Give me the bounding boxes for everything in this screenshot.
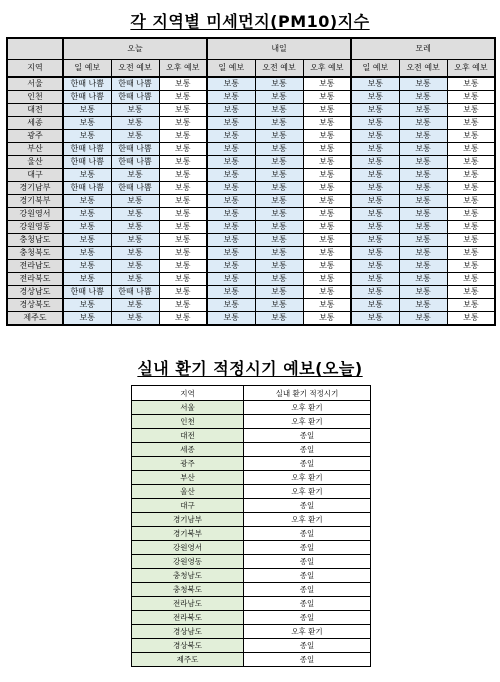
forecast-cell-tomorrow-daily: 보통 <box>207 273 255 286</box>
forecast-cell-today-am: 한때 나쁨 <box>111 286 159 299</box>
forecast-cell-dayafter-am: 보통 <box>399 208 447 221</box>
forecast-cell-tomorrow-am: 보통 <box>255 312 303 326</box>
forecast-cell-dayafter-daily: 보통 <box>351 130 399 143</box>
ventilation-table-body <box>132 401 371 667</box>
forecast-cell-today-daily: 보통 <box>63 195 111 208</box>
table-row <box>7 234 495 247</box>
pm10-table-title: 각 지역별 미세먼지(PM10)지수 <box>130 12 370 31</box>
forecast-cell-dayafter-daily: 보통 <box>351 247 399 260</box>
forecast-cell-tomorrow-daily: 보통 <box>207 260 255 273</box>
forecast-cell-today-am: 보통 <box>111 234 159 247</box>
forecast-cell-dayafter-daily: 보통 <box>351 299 399 312</box>
forecast-cell-tomorrow-pm: 보통 <box>303 91 351 104</box>
region-cell: 제주도 <box>7 312 63 326</box>
ventilation-time-cell: 오후 환기 <box>244 415 371 429</box>
forecast-cell-today-am: 한때 나쁨 <box>111 182 159 195</box>
forecast-cell-dayafter-pm: 보통 <box>447 169 495 182</box>
forecast-cell-today-am: 보통 <box>111 273 159 286</box>
ventilation-time-header: 실내 환기 적정시기 <box>244 386 371 401</box>
forecast-cell-dayafter-am: 보통 <box>399 143 447 156</box>
ventilation-time-cell: 오후 환기 <box>244 485 371 499</box>
list-item <box>132 513 371 527</box>
region-cell: 충청남도 <box>7 234 63 247</box>
forecast-cell-today-pm: 보통 <box>159 247 207 260</box>
forecast-cell-dayafter-pm: 보통 <box>447 156 495 169</box>
ventilation-region-cell: 전라북도 <box>132 611 244 625</box>
forecast-cell-today-daily: 보통 <box>63 312 111 326</box>
forecast-cell-today-pm: 보통 <box>159 286 207 299</box>
forecast-cell-today-am: 보통 <box>111 104 159 117</box>
forecast-cell-dayafter-daily: 보통 <box>351 156 399 169</box>
forecast-cell-dayafter-am: 보통 <box>399 260 447 273</box>
ventilation-time-cell: 종일 <box>244 583 371 597</box>
ventilation-time-cell: 종일 <box>244 457 371 471</box>
forecast-cell-tomorrow-pm: 보통 <box>303 312 351 326</box>
forecast-cell-today-daily: 한때 나쁨 <box>63 156 111 169</box>
forecast-cell-today-pm: 보통 <box>159 156 207 169</box>
list-item <box>132 597 371 611</box>
table-row <box>7 195 495 208</box>
forecast-cell-today-pm: 보통 <box>159 312 207 326</box>
forecast-cell-tomorrow-am: 보통 <box>255 221 303 234</box>
region-cell: 광주 <box>7 130 63 143</box>
ventilation-region-cell: 강원영동 <box>132 555 244 569</box>
list-item <box>132 415 371 429</box>
forecast-cell-tomorrow-pm: 보통 <box>303 195 351 208</box>
forecast-cell-tomorrow-daily: 보통 <box>207 156 255 169</box>
forecast-cell-tomorrow-pm: 보통 <box>303 299 351 312</box>
forecast-cell-tomorrow-am: 보통 <box>255 104 303 117</box>
table-row <box>7 286 495 299</box>
table-row <box>7 299 495 312</box>
table-row <box>7 312 495 326</box>
forecast-cell-dayafter-pm: 보통 <box>447 182 495 195</box>
forecast-cell-today-daily: 한때 나쁨 <box>63 91 111 104</box>
region-cell: 인천 <box>7 91 63 104</box>
forecast-cell-tomorrow-am: 보통 <box>255 117 303 130</box>
forecast-cell-today-pm: 보통 <box>159 91 207 104</box>
list-item <box>132 639 371 653</box>
forecast-cell-tomorrow-am: 보통 <box>255 260 303 273</box>
list-item <box>132 555 371 569</box>
forecast-cell-today-am: 한때 나쁨 <box>111 91 159 104</box>
forecast-cell-tomorrow-daily: 보통 <box>207 117 255 130</box>
forecast-cell-dayafter-pm: 보통 <box>447 221 495 234</box>
forecast-cell-today-am: 보통 <box>111 299 159 312</box>
table-row <box>7 77 495 91</box>
forecast-cell-today-pm: 보통 <box>159 130 207 143</box>
forecast-cell-tomorrow-daily: 보통 <box>207 299 255 312</box>
forecast-cell-today-pm: 보통 <box>159 143 207 156</box>
ventilation-region-cell: 전라남도 <box>132 597 244 611</box>
ventilation-time-cell: 종일 <box>244 527 371 541</box>
table-row <box>7 247 495 260</box>
forecast-cell-tomorrow-am: 보통 <box>255 143 303 156</box>
forecast-cell-tomorrow-am: 보통 <box>255 299 303 312</box>
table-row <box>7 169 495 182</box>
list-item <box>132 653 371 667</box>
forecast-cell-dayafter-am: 보통 <box>399 104 447 117</box>
pm10-table-body <box>7 77 495 325</box>
region-cell: 경기남부 <box>7 182 63 195</box>
forecast-cell-today-pm: 보통 <box>159 221 207 234</box>
day-group-tomorrow: 내일 <box>207 38 351 60</box>
table-row <box>7 91 495 104</box>
forecast-cell-today-daily: 보통 <box>63 104 111 117</box>
table-row <box>7 221 495 234</box>
forecast-cell-tomorrow-daily: 보통 <box>207 91 255 104</box>
sub-header-pm: 오후 예보 <box>159 60 207 78</box>
region-cell: 대전 <box>7 104 63 117</box>
forecast-cell-today-daily: 한때 나쁨 <box>63 143 111 156</box>
region-cell: 부산 <box>7 143 63 156</box>
ventilation-region-header: 지역 <box>132 386 244 401</box>
forecast-cell-dayafter-daily: 보통 <box>351 143 399 156</box>
ventilation-header-row <box>132 386 371 401</box>
forecast-cell-tomorrow-daily: 보통 <box>207 208 255 221</box>
forecast-cell-tomorrow-pm: 보통 <box>303 260 351 273</box>
ventilation-time-cell: 오후 환기 <box>244 471 371 485</box>
forecast-cell-today-daily: 한때 나쁨 <box>63 182 111 195</box>
list-item <box>132 429 371 443</box>
ventilation-time-cell: 오후 환기 <box>244 625 371 639</box>
forecast-cell-dayafter-daily: 보통 <box>351 91 399 104</box>
region-cell: 서울 <box>7 77 63 91</box>
forecast-cell-tomorrow-am: 보통 <box>255 234 303 247</box>
region-cell: 전라남도 <box>7 260 63 273</box>
forecast-cell-dayafter-daily: 보통 <box>351 312 399 326</box>
ventilation-region-cell: 세종 <box>132 443 244 457</box>
forecast-cell-today-am: 보통 <box>111 208 159 221</box>
sub-header-am: 오전 예보 <box>111 60 159 78</box>
ventilation-region-cell: 경상북도 <box>132 639 244 653</box>
sub-header-pm: 오후 예보 <box>303 60 351 78</box>
forecast-cell-dayafter-am: 보통 <box>399 77 447 91</box>
forecast-cell-today-daily: 보통 <box>63 221 111 234</box>
forecast-cell-dayafter-am: 보통 <box>399 195 447 208</box>
day-group-day-after: 모레 <box>351 38 495 60</box>
forecast-cell-dayafter-pm: 보통 <box>447 104 495 117</box>
forecast-cell-dayafter-am: 보통 <box>399 247 447 260</box>
table-row <box>7 104 495 117</box>
region-cell: 세종 <box>7 117 63 130</box>
table-row <box>7 208 495 221</box>
forecast-cell-tomorrow-pm: 보통 <box>303 117 351 130</box>
forecast-cell-dayafter-daily: 보통 <box>351 260 399 273</box>
list-item <box>132 541 371 555</box>
ventilation-time-cell: 종일 <box>244 569 371 583</box>
forecast-cell-tomorrow-pm: 보통 <box>303 234 351 247</box>
forecast-cell-today-pm: 보통 <box>159 195 207 208</box>
region-cell: 전라북도 <box>7 273 63 286</box>
forecast-cell-tomorrow-daily: 보통 <box>207 182 255 195</box>
ventilation-table-title: 실내 환기 적정시기 예보(오늘) <box>137 359 363 378</box>
forecast-cell-dayafter-pm: 보통 <box>447 195 495 208</box>
forecast-cell-tomorrow-daily: 보통 <box>207 169 255 182</box>
forecast-cell-dayafter-pm: 보통 <box>447 286 495 299</box>
forecast-cell-today-daily: 보통 <box>63 260 111 273</box>
forecast-cell-dayafter-daily: 보통 <box>351 221 399 234</box>
list-item <box>132 611 371 625</box>
forecast-cell-dayafter-daily: 보통 <box>351 208 399 221</box>
ventilation-time-cell: 종일 <box>244 597 371 611</box>
forecast-cell-today-daily: 보통 <box>63 247 111 260</box>
forecast-cell-dayafter-daily: 보통 <box>351 286 399 299</box>
forecast-cell-dayafter-am: 보통 <box>399 221 447 234</box>
forecast-cell-today-daily: 보통 <box>63 169 111 182</box>
forecast-cell-dayafter-pm: 보통 <box>447 117 495 130</box>
ventilation-time-cell: 종일 <box>244 499 371 513</box>
region-cell: 강원영서 <box>7 208 63 221</box>
sub-header-daily: 일 예보 <box>351 60 399 78</box>
forecast-cell-tomorrow-daily: 보통 <box>207 286 255 299</box>
forecast-cell-today-pm: 보통 <box>159 182 207 195</box>
header-blank <box>7 38 63 60</box>
list-item <box>132 499 371 513</box>
ventilation-time-cell: 종일 <box>244 611 371 625</box>
ventilation-region-cell: 인천 <box>132 415 244 429</box>
forecast-cell-dayafter-am: 보통 <box>399 130 447 143</box>
list-item <box>132 583 371 597</box>
sub-header-am: 오전 예보 <box>255 60 303 78</box>
forecast-cell-today-am: 보통 <box>111 260 159 273</box>
sub-header-am: 오전 예보 <box>399 60 447 78</box>
forecast-cell-dayafter-daily: 보통 <box>351 195 399 208</box>
forecast-cell-dayafter-am: 보통 <box>399 117 447 130</box>
region-cell: 경기북부 <box>7 195 63 208</box>
forecast-cell-tomorrow-am: 보통 <box>255 208 303 221</box>
forecast-cell-dayafter-pm: 보통 <box>447 143 495 156</box>
table-row <box>7 143 495 156</box>
sub-header-row <box>7 60 495 78</box>
table-row <box>7 117 495 130</box>
forecast-cell-tomorrow-daily: 보통 <box>207 247 255 260</box>
ventilation-region-cell: 충청북도 <box>132 583 244 597</box>
forecast-cell-dayafter-daily: 보통 <box>351 273 399 286</box>
list-item <box>132 569 371 583</box>
ventilation-region-cell: 부산 <box>132 471 244 485</box>
forecast-cell-tomorrow-am: 보통 <box>255 247 303 260</box>
forecast-cell-today-daily: 보통 <box>63 234 111 247</box>
forecast-cell-today-pm: 보통 <box>159 77 207 91</box>
forecast-cell-tomorrow-am: 보통 <box>255 273 303 286</box>
ventilation-region-cell: 제주도 <box>132 653 244 667</box>
ventilation-region-cell: 대전 <box>132 429 244 443</box>
list-item <box>132 401 371 415</box>
forecast-cell-today-am: 한때 나쁨 <box>111 143 159 156</box>
list-item <box>132 527 371 541</box>
forecast-cell-dayafter-pm: 보통 <box>447 77 495 91</box>
list-item <box>132 471 371 485</box>
forecast-cell-dayafter-am: 보통 <box>399 312 447 326</box>
forecast-cell-tomorrow-pm: 보통 <box>303 273 351 286</box>
ventilation-region-cell: 울산 <box>132 485 244 499</box>
ventilation-time-cell: 종일 <box>244 653 371 667</box>
forecast-cell-tomorrow-am: 보통 <box>255 182 303 195</box>
ventilation-time-cell: 종일 <box>244 541 371 555</box>
forecast-cell-tomorrow-pm: 보통 <box>303 156 351 169</box>
forecast-cell-dayafter-am: 보통 <box>399 234 447 247</box>
forecast-cell-today-am: 보통 <box>111 117 159 130</box>
sub-header-pm: 오후 예보 <box>447 60 495 78</box>
forecast-cell-dayafter-pm: 보통 <box>447 234 495 247</box>
forecast-cell-today-pm: 보통 <box>159 234 207 247</box>
forecast-cell-dayafter-daily: 보통 <box>351 169 399 182</box>
forecast-cell-dayafter-pm: 보통 <box>447 312 495 326</box>
region-cell: 경상남도 <box>7 286 63 299</box>
region-cell: 경상북도 <box>7 299 63 312</box>
forecast-cell-tomorrow-am: 보통 <box>255 195 303 208</box>
forecast-cell-today-pm: 보통 <box>159 260 207 273</box>
sub-header-daily: 일 예보 <box>63 60 111 78</box>
forecast-cell-dayafter-pm: 보통 <box>447 273 495 286</box>
ventilation-region-cell: 광주 <box>132 457 244 471</box>
forecast-cell-dayafter-pm: 보통 <box>447 260 495 273</box>
forecast-cell-dayafter-pm: 보통 <box>447 299 495 312</box>
forecast-cell-today-pm: 보통 <box>159 299 207 312</box>
forecast-cell-dayafter-pm: 보통 <box>447 130 495 143</box>
forecast-cell-dayafter-am: 보통 <box>399 91 447 104</box>
sub-header-daily: 일 예보 <box>207 60 255 78</box>
forecast-cell-tomorrow-pm: 보통 <box>303 247 351 260</box>
forecast-cell-dayafter-am: 보통 <box>399 286 447 299</box>
table-row <box>7 182 495 195</box>
forecast-cell-dayafter-pm: 보통 <box>447 208 495 221</box>
forecast-cell-today-pm: 보통 <box>159 117 207 130</box>
forecast-cell-today-daily: 보통 <box>63 299 111 312</box>
forecast-cell-tomorrow-pm: 보통 <box>303 130 351 143</box>
ventilation-region-cell: 경기북부 <box>132 527 244 541</box>
ventilation-time-cell: 종일 <box>244 443 371 457</box>
ventilation-region-cell: 충청남도 <box>132 569 244 583</box>
forecast-cell-tomorrow-daily: 보통 <box>207 77 255 91</box>
ventilation-region-cell: 경기남부 <box>132 513 244 527</box>
ventilation-time-cell: 종일 <box>244 429 371 443</box>
forecast-cell-tomorrow-daily: 보통 <box>207 104 255 117</box>
forecast-cell-today-am: 한때 나쁨 <box>111 156 159 169</box>
region-cell: 충청북도 <box>7 247 63 260</box>
forecast-cell-tomorrow-am: 보통 <box>255 130 303 143</box>
forecast-cell-tomorrow-pm: 보통 <box>303 182 351 195</box>
forecast-cell-dayafter-am: 보통 <box>399 273 447 286</box>
region-cell: 대구 <box>7 169 63 182</box>
table-row <box>7 156 495 169</box>
ventilation-time-cell: 오후 환기 <box>244 513 371 527</box>
ventilation-time-cell: 종일 <box>244 639 371 653</box>
forecast-cell-tomorrow-daily: 보통 <box>207 130 255 143</box>
forecast-cell-dayafter-pm: 보통 <box>447 91 495 104</box>
forecast-cell-tomorrow-daily: 보통 <box>207 234 255 247</box>
ventilation-region-cell: 서울 <box>132 401 244 415</box>
forecast-cell-tomorrow-pm: 보통 <box>303 169 351 182</box>
forecast-cell-dayafter-am: 보통 <box>399 182 447 195</box>
forecast-cell-tomorrow-am: 보통 <box>255 156 303 169</box>
forecast-cell-today-pm: 보통 <box>159 169 207 182</box>
forecast-cell-tomorrow-daily: 보통 <box>207 221 255 234</box>
forecast-cell-tomorrow-daily: 보통 <box>207 195 255 208</box>
list-item <box>132 485 371 499</box>
forecast-cell-tomorrow-pm: 보통 <box>303 208 351 221</box>
forecast-cell-today-daily: 보통 <box>63 117 111 130</box>
forecast-cell-dayafter-daily: 보통 <box>351 77 399 91</box>
pm10-forecast-table <box>6 37 496 326</box>
forecast-cell-dayafter-daily: 보통 <box>351 117 399 130</box>
forecast-cell-dayafter-am: 보통 <box>399 299 447 312</box>
forecast-cell-today-daily: 보통 <box>63 273 111 286</box>
forecast-cell-tomorrow-am: 보통 <box>255 91 303 104</box>
forecast-cell-tomorrow-am: 보통 <box>255 169 303 182</box>
ventilation-time-cell: 종일 <box>244 555 371 569</box>
forecast-cell-today-pm: 보통 <box>159 104 207 117</box>
forecast-cell-today-am: 보통 <box>111 221 159 234</box>
forecast-cell-tomorrow-pm: 보통 <box>303 104 351 117</box>
forecast-cell-today-daily: 한때 나쁨 <box>63 77 111 91</box>
ventilation-table <box>131 385 371 667</box>
list-item <box>132 443 371 457</box>
ventilation-region-cell: 대구 <box>132 499 244 513</box>
ventilation-time-cell: 오후 환기 <box>244 401 371 415</box>
forecast-cell-today-am: 한때 나쁨 <box>111 77 159 91</box>
day-group-header-row <box>7 38 495 60</box>
forecast-cell-today-am: 보통 <box>111 130 159 143</box>
region-cell: 강원영동 <box>7 221 63 234</box>
forecast-cell-dayafter-pm: 보통 <box>447 247 495 260</box>
forecast-cell-tomorrow-pm: 보통 <box>303 221 351 234</box>
forecast-cell-tomorrow-am: 보통 <box>255 77 303 91</box>
forecast-cell-tomorrow-pm: 보통 <box>303 286 351 299</box>
region-cell: 울산 <box>7 156 63 169</box>
day-group-today: 오늘 <box>63 38 207 60</box>
forecast-cell-tomorrow-daily: 보통 <box>207 312 255 326</box>
forecast-cell-dayafter-daily: 보통 <box>351 104 399 117</box>
ventilation-region-cell: 강원영서 <box>132 541 244 555</box>
forecast-cell-today-am: 보통 <box>111 169 159 182</box>
forecast-cell-tomorrow-pm: 보통 <box>303 77 351 91</box>
table-row <box>7 273 495 286</box>
ventilation-region-cell: 경상남도 <box>132 625 244 639</box>
forecast-cell-today-daily: 보통 <box>63 130 111 143</box>
forecast-cell-dayafter-am: 보통 <box>399 156 447 169</box>
list-item <box>132 625 371 639</box>
table-row <box>7 260 495 273</box>
forecast-cell-dayafter-daily: 보통 <box>351 234 399 247</box>
forecast-cell-today-am: 보통 <box>111 195 159 208</box>
forecast-cell-today-pm: 보통 <box>159 208 207 221</box>
forecast-cell-tomorrow-pm: 보통 <box>303 143 351 156</box>
forecast-cell-today-daily: 보통 <box>63 208 111 221</box>
forecast-cell-today-pm: 보통 <box>159 273 207 286</box>
forecast-cell-today-am: 보통 <box>111 312 159 326</box>
forecast-cell-today-am: 보통 <box>111 247 159 260</box>
forecast-cell-tomorrow-daily: 보통 <box>207 143 255 156</box>
table-row <box>7 130 495 143</box>
list-item <box>132 457 371 471</box>
forecast-cell-dayafter-daily: 보통 <box>351 182 399 195</box>
forecast-cell-today-daily: 한때 나쁨 <box>63 286 111 299</box>
region-column-header: 지역 <box>7 60 63 78</box>
forecast-cell-dayafter-am: 보통 <box>399 169 447 182</box>
forecast-cell-tomorrow-am: 보통 <box>255 286 303 299</box>
